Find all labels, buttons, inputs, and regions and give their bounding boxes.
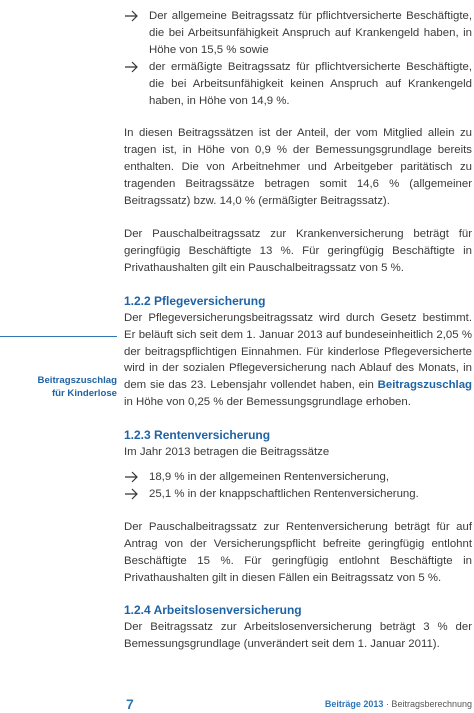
heading-rentenversicherung: 1.2.3 Rentenversicherung [124,428,271,443]
paragraph-renten-intro: Im Jahr 2013 betragen die Beitragssätze [124,446,330,459]
margin-note-line-2: für Kinderlose [51,387,117,399]
arrow-right-icon [124,469,140,485]
list-item-text: Der allgemeine Beitragssatz für pflichtversicherte Beschäftigte, die bei Arbeitsunfähigkeit Anspruch auf Krankengeld haben, in Höhe von 15,5 % sowie [149,10,472,56]
paragraph-pauschal-rv: Der Pauschalbeitragssatz zur Rentenversicherung beträgt für auf Antrag von der Versicherungspflicht befreite geringfügig entlohnt Beschäftigte 15 %. Für geringfügig entlohnt Beschäftigte in Privathaushalten gilt in diesen Fällen ein Beitragssatz von 5 %. [124,520,472,584]
arrow-right-icon [124,486,140,502]
beitragssatz-list [124,8,472,109]
beitragszuschlag-highlight: Beitragszuschlag [377,379,472,392]
list-item [124,59,472,110]
paragraph-arbeitslosen: Der Beitragssatz zur Arbeitslosenversicherung beträgt 3 % der Bemessungsgrundlage (unverändert seit dem 1. Januar 2011). [124,621,472,651]
list-item-text: 25,1 % in der knappschaftlichen Rentenversicherung. [149,487,419,500]
paragraph-anteil: In diesen Beitragssätzen ist der Anteil, der vom Mitglied allein zu tragen ist, in Höhe von 0,9 % der Bemessungsgrundlage bereits enthalten. Die von Arbeitnehmer und Arbeitgeber paritätisch zu tragenden Beitragssätze betragen somit 14,6 % (allgemeiner Beitragssatz) bzw. 14,0 % (ermäßigter Beitragssatz). [124,127,472,208]
footer-title: Beiträge 2013 [324,699,384,709]
footer-subtitle: · Beitragsberechnung [383,699,472,709]
margin-rule [0,336,117,337]
running-footer [325,699,472,709]
main-column [124,8,472,653]
heading-arbeitslosenversicherung: 1.2.4 Arbeitslosenversicherung [124,603,302,618]
paragraph-pflege [124,310,472,411]
heading-pflegeversicherung: 1.2.2 Pflegeversicherung [124,293,266,308]
page-number: 7 [126,696,134,712]
pflege-text-before: Der Pflegeversicherungsbeitragssatz wird durch Gesetz bestimmt. Er beläuft sich seit dem 1. Januar 2013 auf bundeseinheitlich 2,05 % der beitragspflichtigen Einnahmen. Für kinderlose Pflegeversicherte wird in der sozialen Pflegeversicherung nach Ablauf des Monats, in dem sie das 23. Lebensjahr vollendet haben, ein [124,311,472,392]
list-item [124,8,472,59]
margin-note [5,375,117,400]
renten-list [124,469,472,503]
arrow-right-icon [124,8,140,24]
pflege-text-after: in Höhe von 0,25 % der Bemessungsgrundlage erhoben. [124,396,411,409]
list-item-text: 18,9 % in der allgemeinen Rentenversicherung, [149,471,389,484]
arrow-right-icon [124,59,140,75]
paragraph-pauschal-kv: Der Pauschalbeitragssatz zur Krankenversicherung beträgt für geringfügig Beschäftigte 13 %. Für geringfügig Beschäftigte in Privathaushalten gilt ein Pauschalbeitragssatz von 5 %. [124,227,472,274]
list-item [124,486,472,503]
list-item [124,469,472,486]
list-item-text: der ermäßigte Beitragssatz für pflichtversicherte Beschäftigte, die bei Arbeitsunfähigkeit keinen Anspruch auf Krankengeld haben, in Höhe von 14,9 %. [149,60,472,107]
margin-note-line-1: Beitragszuschlag [37,375,117,386]
